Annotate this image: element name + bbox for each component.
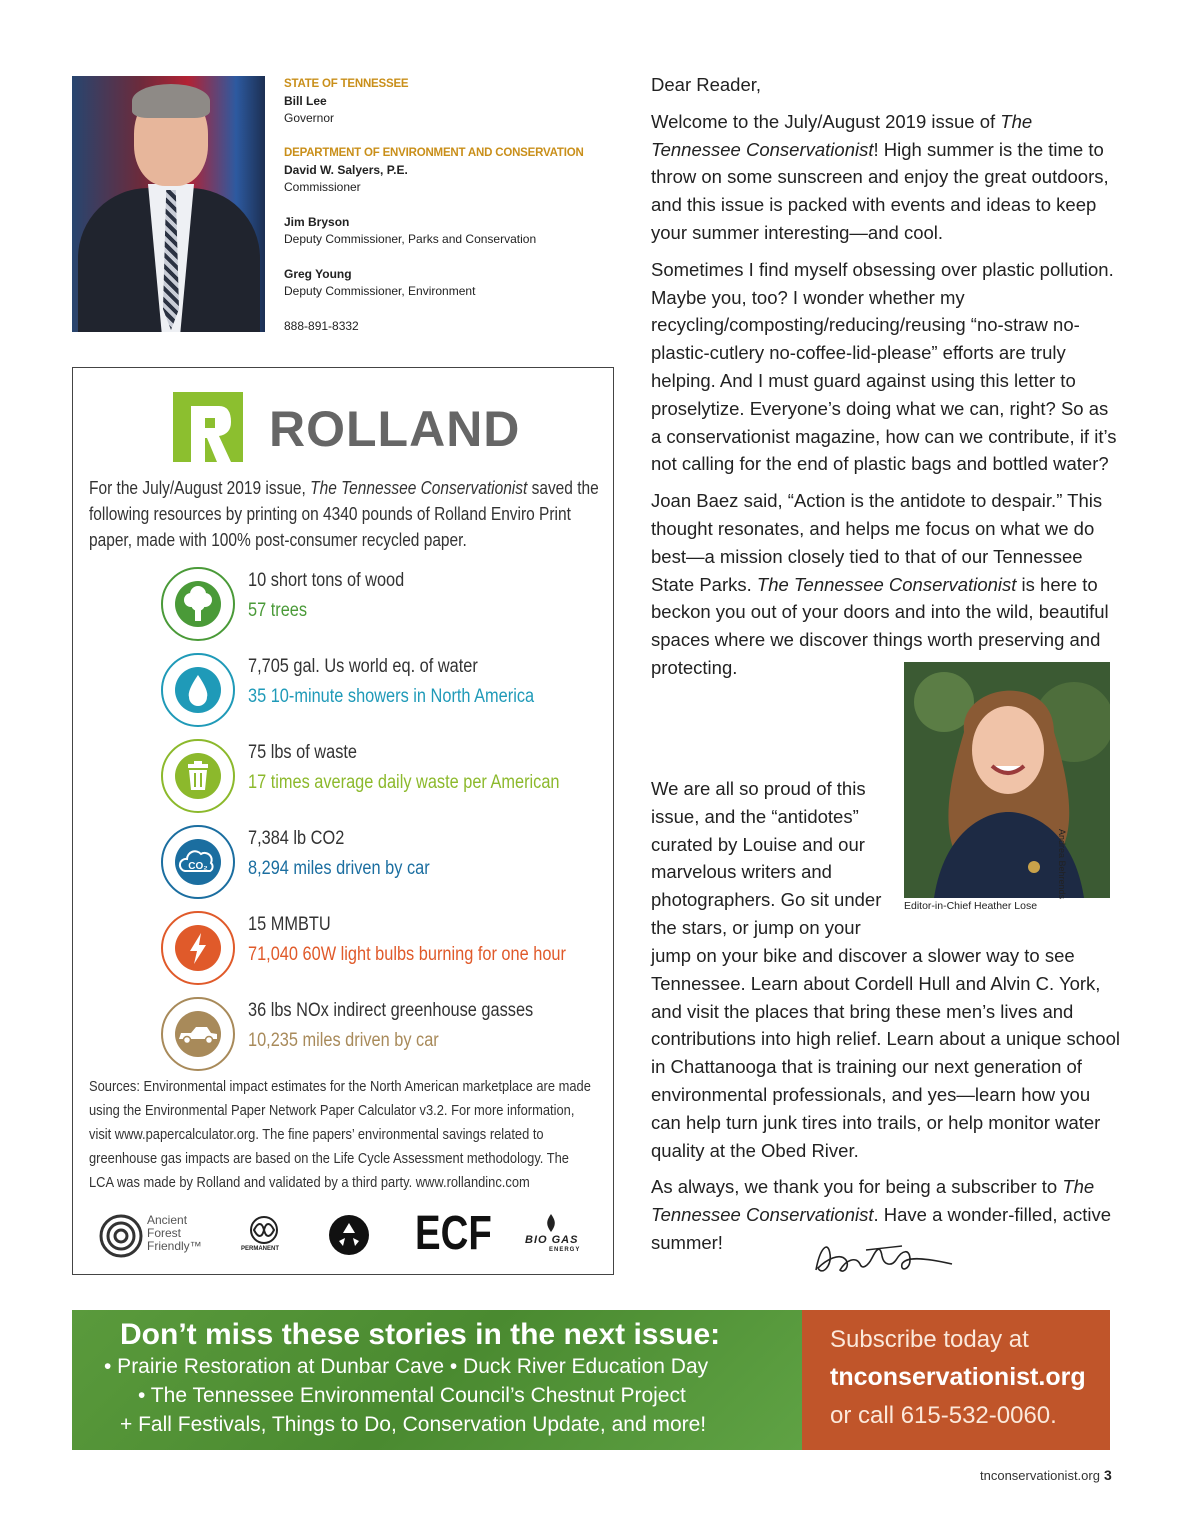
governor-name: Bill Lee: [284, 94, 327, 108]
letter-body: [651, 71, 1121, 682]
page-number: 3: [1104, 1467, 1112, 1483]
letter-paragraph-4-continued: jump on your bike and discover a slower way to see Tennessee. Learn about Cordell Hull and Alvin C. York, and visit the places that bring these men’s lives and contributions into high relief. Learn about a unique school in Chattanooga that is training our next generation of environmental professionals, and yes—learn how you can help turn junk tires into trails, or help monitor water quality at the Obed River.: [651, 945, 1120, 1161]
subscribe-panel: [802, 1310, 1110, 1450]
deputy1-name: Jim Bryson: [284, 215, 350, 229]
letter-paragraph-1: Welcome to the July/August 2019 issue of The Tennessee Conservationist! High summer is the time to throw on some sunscreen and enjoy the great outdoors, and this issue is packed with events and ideas to keep your summer interesting—and cool.: [651, 110, 1109, 243]
phone-number: 888-891-8332: [284, 319, 359, 333]
letter-paragraph-5: As always, we thank you for being a subscriber to The Tennessee Conservationist. Have a wonder-filled, active summer!: [651, 1176, 1112, 1253]
impact-co2: 7,384 lb CO2: [248, 828, 345, 849]
letter-paragraph-3: Joan Baez said, “Action is the antidote to despair.” This thought resonates, and helps me focus on what we do best—a mission closely tied to that of our Tennessee State Parks. The Tennessee Conservationist is here to beckon you out of your doors and into the wild, beautiful spaces where we discover things worth preserving and protecting.: [651, 490, 1109, 678]
banner-line-3: + Fall Festivals, Things to Do, Conservation Update, and more!: [120, 1413, 707, 1436]
ecf-logo: ECF: [415, 1207, 492, 1260]
trash-can-icon: [161, 739, 235, 813]
rolland-logo-icon: [173, 392, 243, 462]
deputy1-title: Deputy Commissioner, Parks and Conservation: [284, 232, 537, 246]
biogas-logo: BIO GAS: [525, 1234, 579, 1246]
impact-wood: 10 short tons of wood: [248, 570, 405, 591]
flame-icon: [545, 1214, 557, 1232]
banner-line-2: • The Tennessee Environmental Council’s Chestnut Project: [138, 1384, 686, 1407]
sources-text: Sources: Environmental impact estimates for the North American marketplace are made using the Environmental Paper Network Paper Calculator v3.2. For more information, visit www.papercalculator.org. The fine papers’ environmental savings related to greenhouse gas impacts are based on the Life Cycle Assessment methodology. The LCA was made by Rolland and validated by a third party. www.rollandinc.com: [89, 1078, 591, 1191]
recycle-icon: [328, 1214, 370, 1256]
svg-text:CO₂: CO₂: [188, 861, 208, 872]
rolland-logo-text: ROLLAND: [269, 401, 521, 457]
banner-title: Don’t miss these stories in the next issue:: [120, 1318, 721, 1351]
letter-paragraph-4-top: [651, 775, 889, 941]
editor-signature: [806, 1230, 956, 1286]
commissioner-title: Commissioner: [284, 180, 361, 194]
impact-miles-nox: 10,235 miles driven by car: [248, 1030, 439, 1051]
tree-icon: [161, 567, 235, 641]
rolland-savings-box: [72, 367, 614, 1275]
permanent-paper-icon: [246, 1216, 282, 1244]
staff-list: [284, 76, 584, 335]
ancient-forest-label: Ancient Forest Friendly™: [147, 1213, 202, 1253]
letter-paragraph-4: We are all so proud of this issue, and the “antidotes” curated by Louise and our marvelous writers and photographers. Go sit under the stars, or jump on your: [651, 778, 882, 938]
permanent-label: PERMANENT: [241, 1246, 280, 1252]
water-drop-icon: [161, 653, 235, 727]
impact-water: 7,705 gal. Us world eq. of water: [248, 656, 478, 677]
ancient-forest-friendly-icon: [99, 1214, 143, 1258]
lightning-icon: [161, 911, 235, 985]
letter-paragraph-4-bottom: [651, 942, 1121, 1257]
impact-daily-waste: 17 times average daily waste per American: [248, 772, 560, 793]
impact-energy: 15 MMBTU: [248, 914, 331, 935]
impact-waste: 75 lbs of waste: [248, 742, 358, 763]
car-icon: [161, 997, 235, 1071]
commissioner-name: David W. Salyers, P.E.: [284, 163, 408, 177]
governor-title: Governor: [284, 111, 335, 125]
subscribe-url[interactable]: tnconservationist.org: [830, 1363, 1086, 1391]
banner-line-1: • Prairie Restoration at Dunbar Cave • Duck River Education Day: [104, 1355, 709, 1378]
impact-showers: 35 10-minute showers in North America: [248, 686, 535, 707]
impact-miles-co2: 8,294 miles driven by car: [248, 858, 430, 879]
governor-photo: [72, 76, 265, 332]
dept-heading: DEPARTMENT OF ENVIRONMENT AND CONSERVATION: [284, 147, 584, 159]
photo-credit: Andrea Behrends: [1057, 829, 1067, 900]
editor-photo-caption: Editor-in-Chief Heather Lose: [904, 900, 1038, 912]
impact-nox: 36 lbs NOx indirect greenhouse gasses: [248, 1000, 534, 1021]
letter-paragraph-2: Sometimes I find myself obsessing over plastic pollution. Maybe you, too? I wonder whether my recycling/composting/reducing/reusing “no-straw no-plastic-cutlery no-coffee-lid-please” efforts are truly helping. And I must guard against using this letter to proselytize. Everyone’s doing what we can, right? So as a conservationist magazine, how can we contribute, if it’s not calling for the end of plastic bags and bottled water?: [651, 258, 1117, 475]
biogas-sub: ENERGY: [549, 1247, 581, 1253]
salutation: Dear Reader,: [651, 74, 762, 95]
subscribe-line-1: Subscribe today at: [830, 1326, 1029, 1353]
impact-bulbs: 71,040 60W light bulbs burning for one hour: [248, 944, 566, 965]
next-issue-banner: [72, 1310, 802, 1450]
impact-trees: 57 trees: [248, 600, 308, 621]
footer-site: tnconservationist.org: [980, 1468, 1100, 1483]
state-heading: STATE OF TENNESSEE: [284, 78, 409, 90]
deputy2-name: Greg Young: [284, 267, 352, 281]
subscribe-phone: or call 615-532-0060.: [830, 1402, 1057, 1429]
co2-cloud-icon: [161, 825, 235, 899]
rolland-intro: For the July/August 2019 issue, The Tennessee Conservationist saved the following resources by printing on 4340 pounds of Rolland Enviro Print paper, made with 100% post-consumer recycled paper.: [89, 478, 599, 550]
deputy2-title: Deputy Commissioner, Environment: [284, 284, 476, 298]
editor-photo: [904, 662, 1110, 898]
